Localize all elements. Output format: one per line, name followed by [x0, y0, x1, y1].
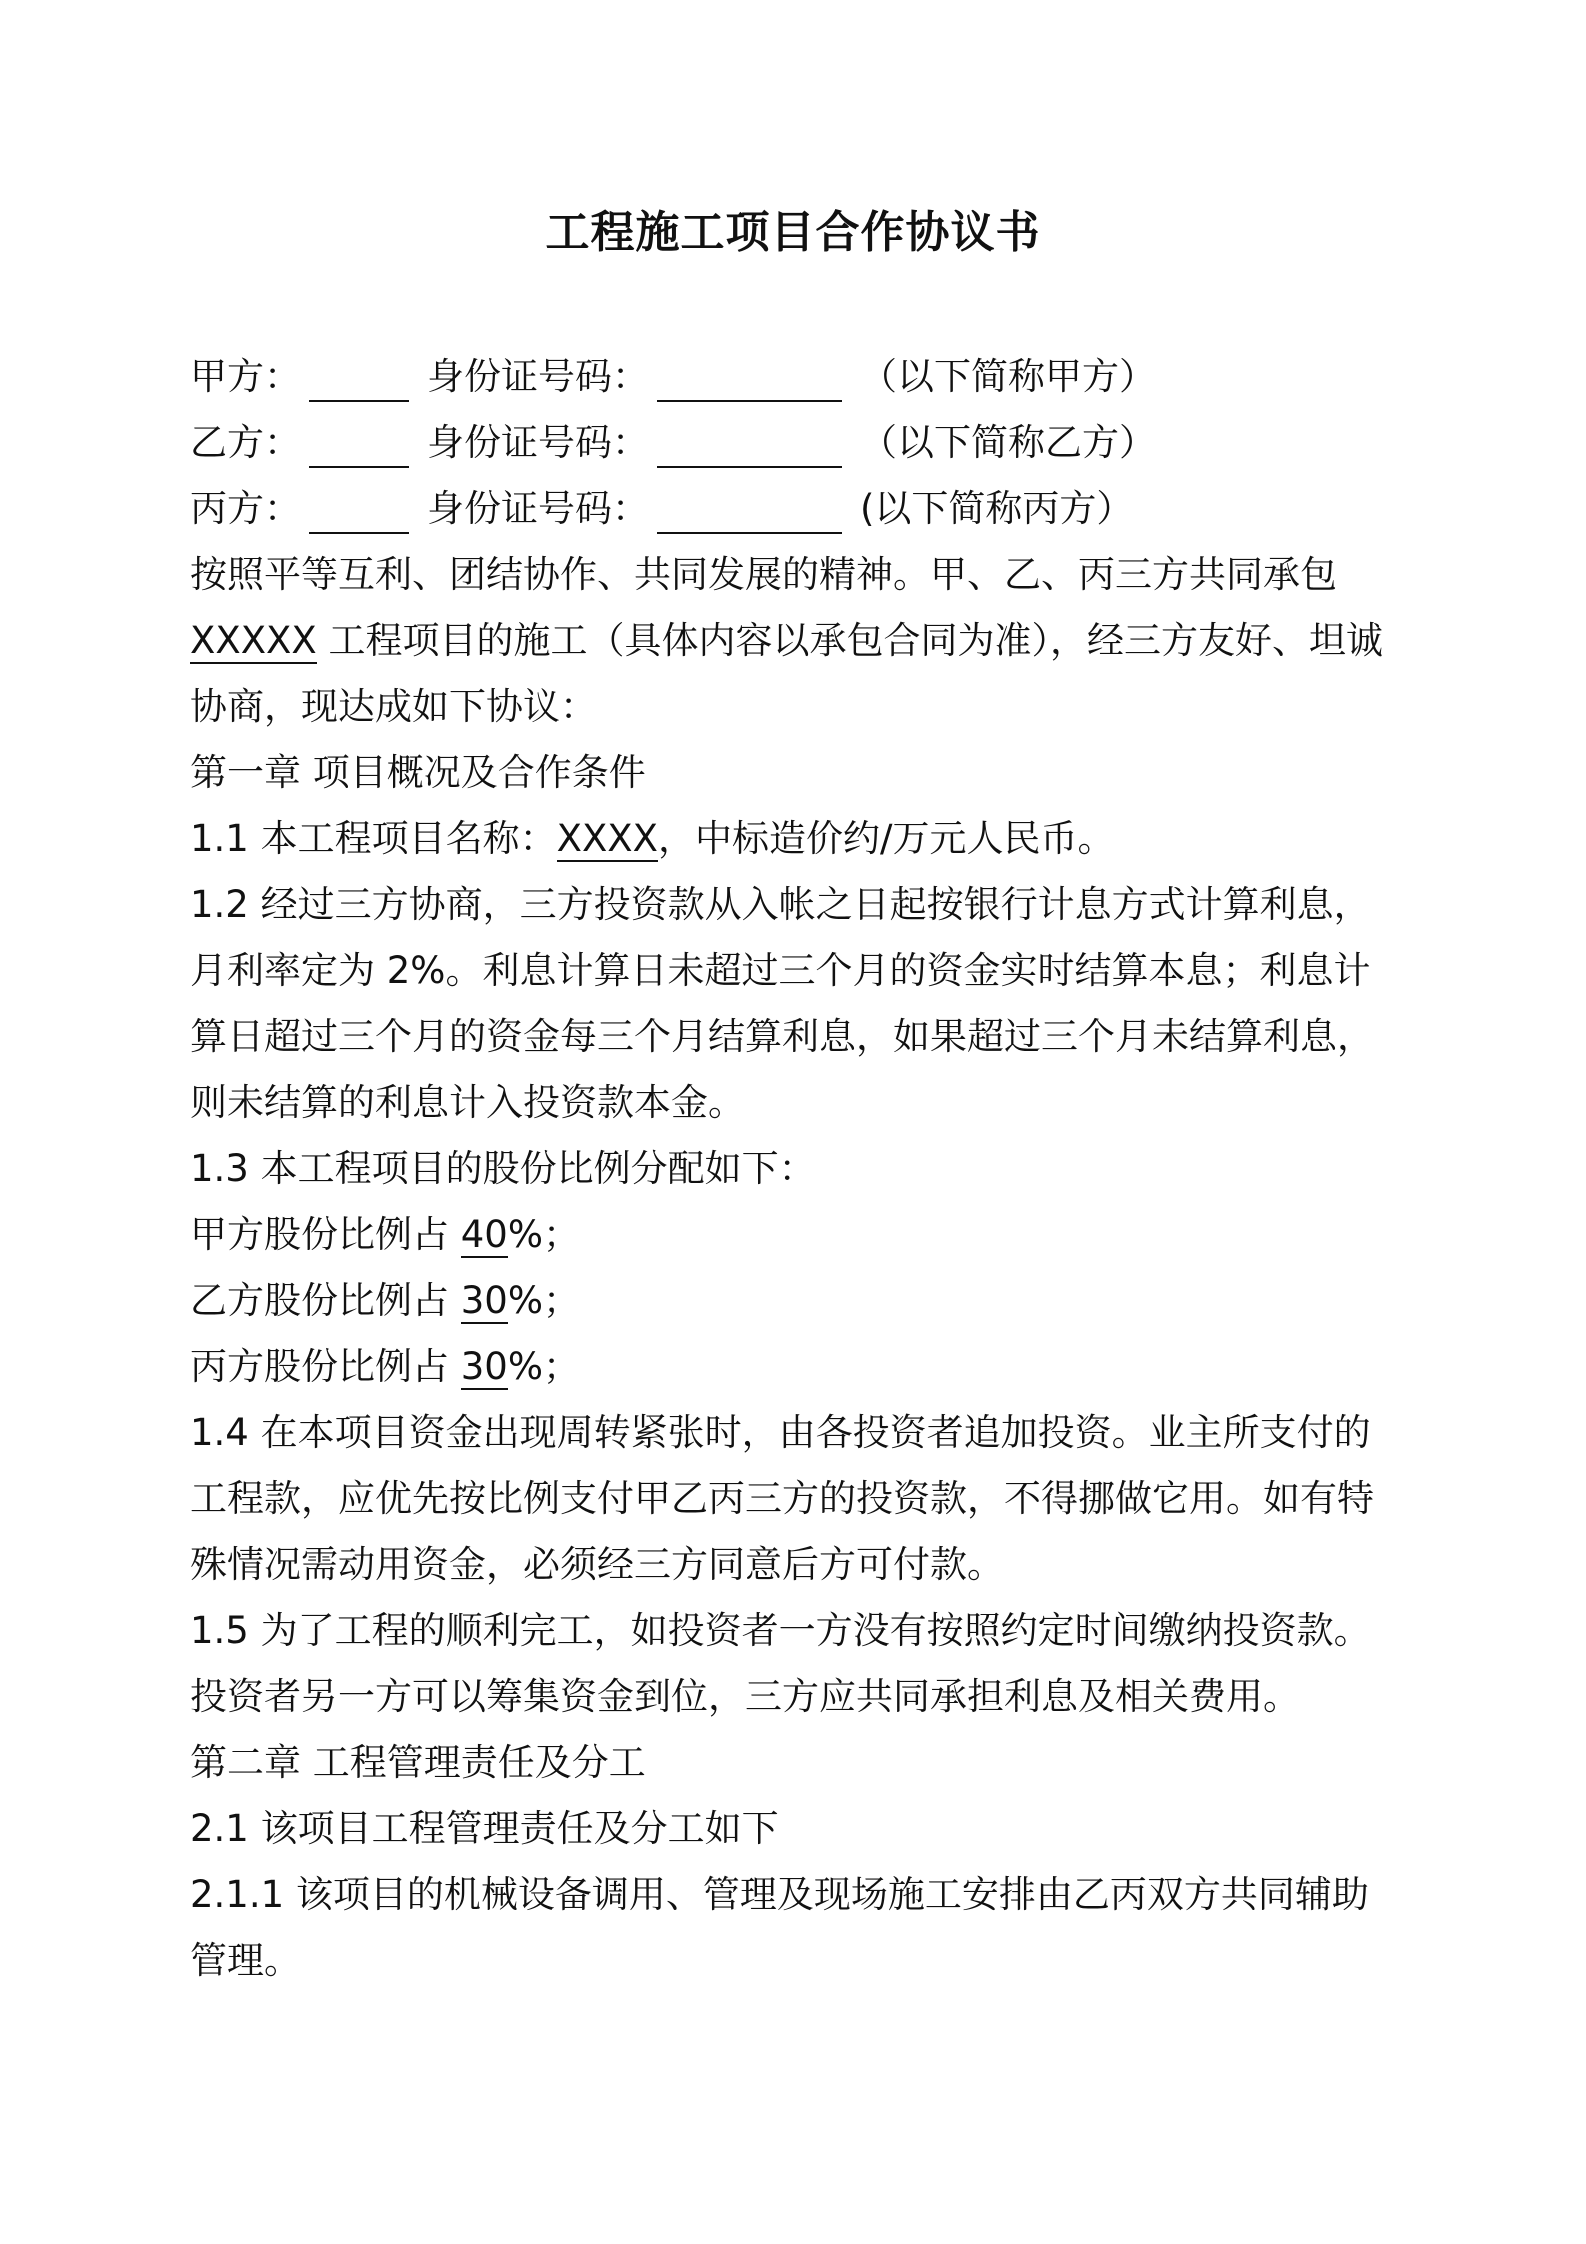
id-number-blank: [657, 488, 842, 534]
intro-line: [190, 608, 1400, 674]
clause-1-4-line: 工程款，应优先按比例支付甲乙丙三方的投资款，不得挪做它用。如有特: [190, 1477, 1374, 1520]
party-label: 乙方：: [190, 421, 301, 464]
clause-2-1: 2.1 该项目工程管理责任及分工如下: [190, 1807, 779, 1850]
share-suffix: %；: [507, 1213, 581, 1256]
party-row-a: [190, 344, 1400, 410]
intro-line: 协商，现达成如下协议：: [190, 685, 597, 728]
clause-1-4-line: 殊情况需动用资金，必须经三方同意后方可付款。: [190, 1543, 1004, 1586]
party-row-b: [190, 410, 1400, 476]
clause-1-5-line: 投资者另一方可以筹集资金到位，三方应共同承担利息及相关费用。: [190, 1675, 1300, 1718]
clause-2-1-1-line: 管理。: [190, 1939, 301, 1982]
id-number-blank: [657, 356, 842, 402]
share-label: 乙方股份比例占: [190, 1279, 461, 1322]
share-percent: 40: [460, 1213, 508, 1256]
clause-2-1-1-line: 2.1.1 该项目的机械设备调用、管理及现场施工安排由乙丙双方共同辅助: [190, 1873, 1369, 1916]
share-suffix: %；: [507, 1279, 581, 1322]
share-row: [190, 1334, 1400, 1400]
chapter-heading: 第一章 项目概况及合作条件: [190, 751, 646, 794]
share-percent: 30: [460, 1345, 508, 1388]
share-label: 丙方股份比例占: [190, 1345, 461, 1388]
share-percent: 30: [460, 1279, 508, 1322]
id-label: 身份证号码：: [427, 421, 649, 464]
clause-1-3: 1.3 本工程项目的股份比例分配如下：: [190, 1147, 816, 1190]
share-row: [190, 1202, 1400, 1268]
clause-1-2-line: 则未结算的利息计入投资款本金。: [190, 1081, 745, 1124]
party-row-c: [190, 476, 1400, 542]
intro-text: 工程项目的施工（具体内容以承包合同为准），经三方友好、坦诚: [316, 619, 1384, 662]
party-note: （以下简称乙方）: [860, 421, 1156, 464]
clause-1-2-line: 月利率定为 2%。利息计算日未超过三个月的资金实时结算本息；利息计: [190, 949, 1371, 992]
party-label: 甲方：: [190, 355, 301, 398]
id-label: 身份证号码：: [427, 355, 649, 398]
clause-1-5-line: 1.5 为了工程的顺利完工，如投资者一方没有按照约定时间缴纳投资款。: [190, 1609, 1371, 1652]
project-name-placeholder: XXXX: [556, 817, 658, 860]
document-title: 工程施工项目合作协议书: [545, 207, 1041, 258]
clause-text: ，中标造价约/万元人民币。: [658, 817, 1115, 860]
clause-1-2-line: 1.2 经过三方协商，三方投资款从入帐之日起按银行计息方式计算利息，: [190, 883, 1371, 926]
project-placeholder: XXXXX: [190, 619, 317, 662]
party-note: (以下简称丙方）: [860, 487, 1134, 530]
party-name-blank: [309, 488, 409, 534]
share-suffix: %；: [507, 1345, 581, 1388]
share-row: [190, 1268, 1400, 1334]
intro-line: 按照平等互利、团结协作、共同发展的精神。甲、乙、丙三方共同承包: [190, 553, 1337, 596]
party-name-blank: [309, 422, 409, 468]
party-label: 丙方：: [190, 487, 301, 530]
party-name-blank: [309, 356, 409, 402]
document-body: [190, 344, 1400, 1994]
clause-1-4-line: 1.4 在本项目资金出现周转紧张时，由各投资者追加投资。业主所支付的: [190, 1411, 1371, 1454]
id-label: 身份证号码：: [427, 487, 649, 530]
party-note: （以下简称甲方）: [860, 355, 1156, 398]
clause-text: 1.1 本工程项目名称：: [190, 817, 557, 860]
chapter-heading: 第二章 工程管理责任及分工: [190, 1741, 646, 1784]
id-number-blank: [657, 422, 842, 468]
clause-1-2-line: 算日超过三个月的资金每三个月结算利息，如果超过三个月未结算利息，: [190, 1015, 1374, 1058]
share-label: 甲方股份比例占: [190, 1213, 461, 1256]
clause-1-1: [190, 806, 1400, 872]
